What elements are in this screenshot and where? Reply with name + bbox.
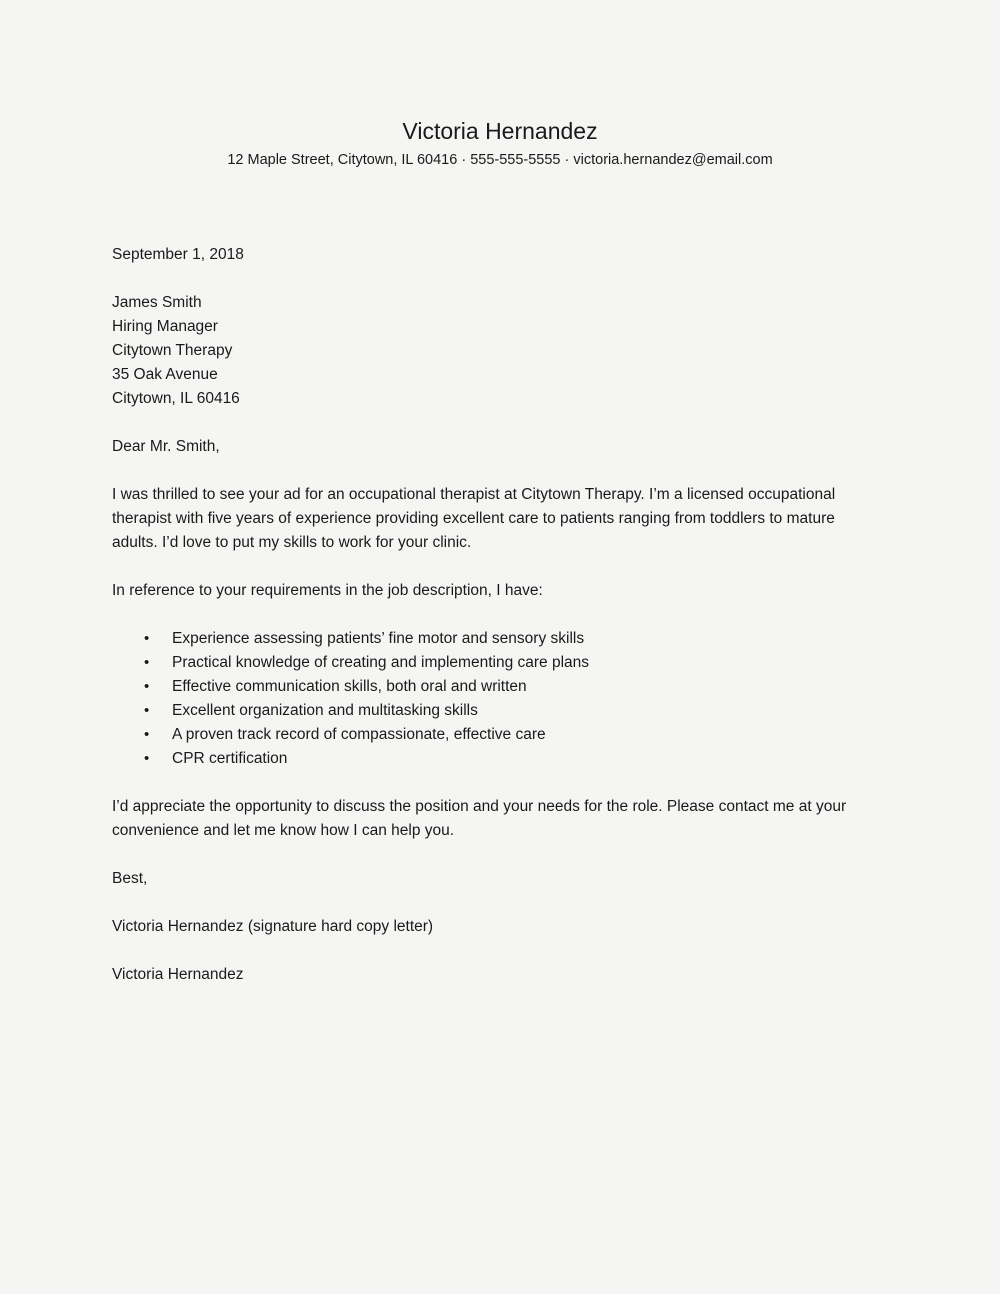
intro-paragraph: I was thrilled to see your ad for an occupational therapist at Citytown Therapy. I’m a licensed occupational therapist with five years of experience providing excellent care to patients ranging from toddlers to mature adults. I’d love to put my skills to work for your clinic. — [112, 486, 836, 551]
letter-body — [112, 243, 884, 987]
list-item: • Effective communication skills, both oral and written — [112, 675, 884, 699]
salutation: Dear Mr. Smith, — [112, 438, 220, 455]
sender-contact: 12 Maple Street, Citytown, IL 60416 · 555-555-5555 · victoria.hernandez@email.com — [227, 152, 773, 168]
recipient-title: Hiring Manager — [112, 318, 218, 335]
letterhead — [0, 0, 1000, 170]
recipient-street: 35 Oak Avenue — [112, 366, 218, 383]
qualifications-list — [112, 627, 884, 771]
recipient-city: Citytown, IL 60416 — [112, 390, 240, 407]
closing-paragraph: I’d appreciate the opportunity to discuss the position and your needs for the role. Please contact me at your convenience and let me know how I can help you. — [112, 798, 847, 839]
recipient-company: Citytown Therapy — [112, 342, 233, 359]
recipient-block — [112, 291, 884, 411]
list-item: • A proven track record of compassionate, effective care — [112, 723, 884, 747]
typed-name: Victoria Hernandez — [112, 966, 244, 983]
list-item: • CPR certification — [112, 747, 884, 771]
requirements-lead: In reference to your requirements in the job description, I have: — [112, 582, 543, 599]
signature-line: Victoria Hernandez (signature hard copy letter) — [112, 918, 434, 935]
list-item: • Excellent organization and multitasking skills — [112, 699, 884, 723]
recipient-name: James Smith — [112, 294, 202, 311]
list-item: • Practical knowledge of creating and implementing care plans — [112, 651, 884, 675]
list-item: • Experience assessing patients’ fine motor and sensory skills — [112, 627, 884, 651]
valediction: Best, — [112, 870, 148, 887]
letter-date: September 1, 2018 — [112, 246, 244, 263]
sender-name: Victoria Hernandez — [402, 118, 598, 144]
